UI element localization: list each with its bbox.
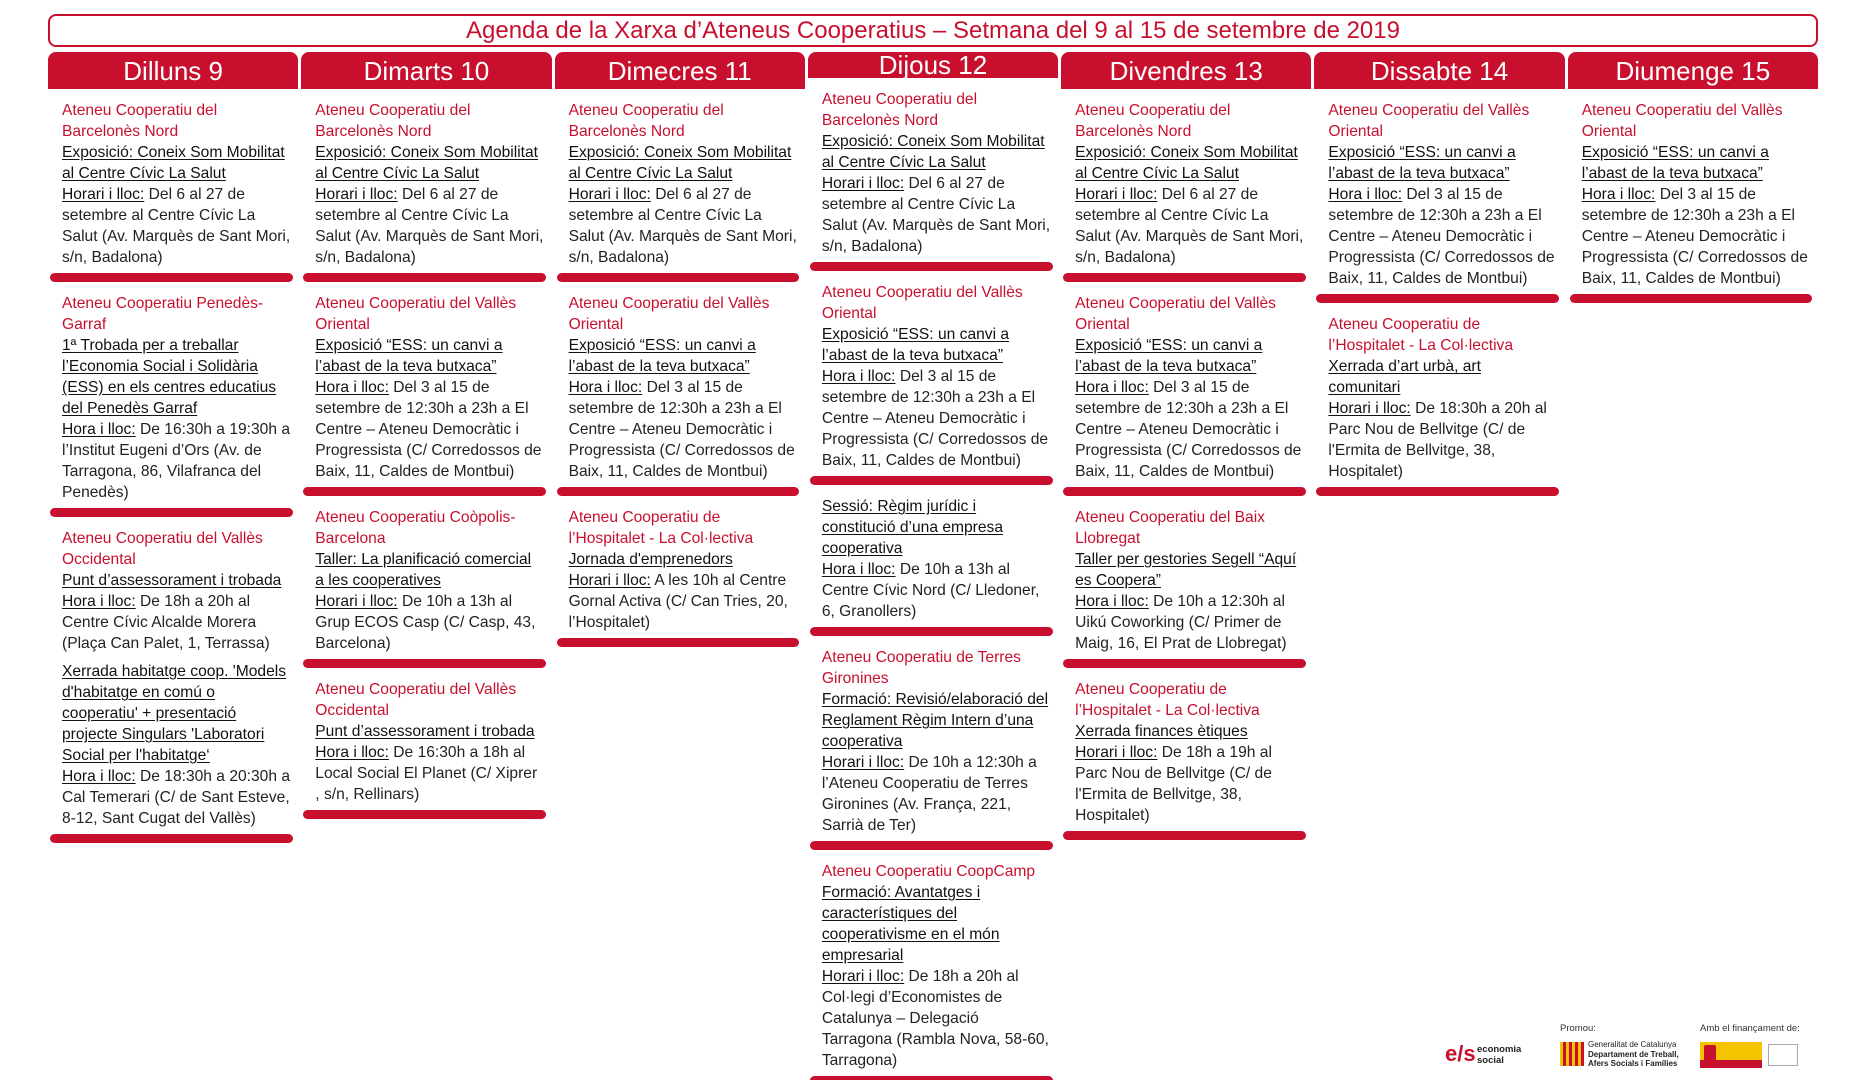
event-time-place: Del 3 al 15 de setembre de 12:30h a 23h a El Centre – Ateneu Democràtic i Progressista (C/ Corredossos de Baix, 11, Caldes de Montbui) [1581, 186, 1808, 287]
event-time-place: Del 3 al 15 de setembre de 12:30h a 23h a El Centre – Ateneu Democràtic i Progressista (C/ Corredossos de Baix, 11, Caldes de Montbui) [315, 379, 542, 480]
es-text-line2: social [1477, 1055, 1504, 1066]
event-time-place: De 10h a 13h al Centre Cívic Nord (C/ Lledoner, 6, Granollers) [821, 561, 1040, 620]
event-time-place: De 18h a 19h al Parc Nou de Bellvitge (C/ de l'Ermita de Bellvitge, 38, Hospitalet) [1075, 744, 1272, 824]
event-list [301, 89, 551, 826]
event-details [822, 752, 1050, 836]
event-time-place: De 18:30h a 20:30h a Cal Temerari (C/ de Sant Esteve, 8-12, Sant Cugat del Vallès) [62, 768, 291, 827]
event-card [301, 503, 551, 657]
generalitat-text [1588, 1040, 1679, 1069]
event-card [301, 96, 551, 271]
event-time-place: Del 3 al 15 de setembre de 12:30h a 23h a El Centre – Ateneu Democràtic i Progressista (C/ Corredossos de Baix, 11, Caldes de Montbui) [1075, 379, 1302, 480]
event-time-place-label: Horari i lloc: [1328, 400, 1411, 417]
event-details [1075, 742, 1303, 826]
event-card [808, 85, 1058, 260]
event-details [1582, 184, 1810, 289]
day-header: Dimecres 11 [555, 52, 805, 89]
event-title[interactable]: Sessió: Règim jurídic i constitució d’una empresa cooperativa [821, 498, 1004, 557]
event-organizer: Ateneu Cooperatiu del Vallès Occidental [315, 681, 517, 719]
event-details [315, 377, 543, 482]
economia-social-logo [1445, 1041, 1555, 1071]
event-title[interactable]: Exposició: Coneix Som Mobilitat al Centre Cívic La Salut [821, 133, 1045, 171]
event-details [1328, 184, 1556, 289]
event-list [48, 89, 298, 850]
event-time-place-label: Hora i lloc: [1075, 379, 1149, 396]
event-card [1061, 675, 1311, 829]
event-title[interactable]: Exposició: Coneix Som Mobilitat al Centre Cívic La Salut [1075, 144, 1298, 182]
event-title[interactable]: Exposició “ESS: un canvi a l’abast de la teva butxaca” [1581, 144, 1769, 182]
event-title[interactable]: Xerrada finances ètiques [1075, 723, 1248, 740]
day-column [1568, 52, 1818, 1080]
event-separator [1316, 487, 1559, 496]
event-time-place: Del 3 al 15 de setembre de 12:30h a 23h a El Centre – Ateneu Democràtic i Progressista (C/ Corredossos de Baix, 11, Caldes de Montbui) [821, 368, 1049, 469]
event-card [808, 492, 1058, 625]
event-time-place-label: Hora i lloc: [315, 744, 389, 761]
event-time-place-label: Hora i lloc: [315, 379, 389, 396]
event-details [569, 570, 797, 633]
event-details [569, 184, 797, 268]
event-time-place: A les 10h al Centre Gornal Activa (C/ Can Tries, 20, l’Hospitalet) [568, 572, 788, 631]
event-title[interactable]: Exposició “ESS: un canvi a l’abast de la teva butxaca” [1328, 144, 1516, 182]
event-details [315, 591, 543, 654]
event-separator [1063, 659, 1306, 668]
event-organizer: Ateneu Cooperatiu de Terres Gironines [821, 649, 1021, 687]
event-card [555, 96, 805, 271]
event-organizer: Ateneu Cooperatiu de l’Hospitalet - La Col·lectiva [568, 509, 754, 547]
event-time-place: De 18:30h a 20h al Parc Nou de Bellvitge (C/ de l'Ermita de Bellvitge, 38, Hospitalet) [1328, 400, 1547, 480]
event-time-place-label: Hora i lloc: [1328, 186, 1403, 203]
event-time-place: Del 6 al 27 de setembre al Centre Cívic La Salut (Av. Marquès de Sant Mori, s/n, Badalona) [315, 186, 544, 266]
event-separator [1063, 273, 1306, 282]
event-list [555, 89, 805, 654]
event-organizer: Ateneu Cooperatiu Coòpolis-Barcelona [315, 509, 516, 547]
day-column [555, 52, 805, 1080]
event-separator [810, 262, 1053, 271]
event-organizer: Ateneu Cooperatiu CoopCamp [821, 863, 1036, 880]
event-title[interactable]: Exposició “ESS: un canvi a l’abast de la teva butxaca” [1075, 337, 1263, 375]
event-time-place-label: Hora i lloc: [62, 421, 136, 438]
event-organizer: Ateneu Cooperatiu de l’Hospitalet - La Col·lectiva [1075, 681, 1260, 719]
event-list [1568, 89, 1818, 310]
event-card [301, 289, 551, 485]
event-card [48, 524, 298, 657]
day-column [48, 52, 298, 1080]
event-time-place: Del 6 al 27 de setembre al Centre Cívic La Salut (Av. Marquès de Sant Mori, s/n, Badalona) [1075, 186, 1304, 266]
event-time-place-label: Horari i lloc: [1075, 186, 1158, 203]
day-column [1061, 52, 1311, 1080]
gobierno-shield-icon [1700, 1042, 1762, 1068]
event-time-place-label: Horari i lloc: [568, 572, 651, 589]
event-card [301, 675, 551, 808]
event-organizer: Ateneu Cooperatiu del Vallès Oriental [1075, 295, 1276, 333]
event-card [555, 503, 805, 636]
event-card [1314, 96, 1564, 292]
event-details [62, 591, 290, 654]
event-time-place-label: Horari i lloc: [821, 175, 905, 192]
event-time-place: Del 3 al 15 de setembre de 12:30h a 23h a El Centre – Ateneu Democràtic i Progressista (C/ Corredossos de Baix, 11, Caldes de Montbui) [1328, 186, 1555, 287]
event-time-place: Del 3 al 15 de setembre de 12:30h a 23h a El Centre – Ateneu Democràtic i Progressista (C/ Corredossos de Baix, 11, Caldes de Montbui) [568, 379, 795, 480]
event-card [1314, 310, 1564, 485]
event-details [822, 966, 1050, 1071]
event-details [62, 766, 290, 829]
event-time-place: De 16:30h a 18h al Local Social El Planet (C/ Xiprer , s/n, Rellinars) [315, 744, 538, 803]
event-details [62, 184, 290, 268]
event-card [1568, 96, 1818, 292]
event-time-place: De 10h a 12:30h a l’Ateneu Cooperatiu de Terres Gironines (Av. França, 221, Sarrià de Ter) [821, 754, 1037, 834]
event-time-place-label: Horari i lloc: [315, 593, 398, 610]
event-details [315, 184, 543, 268]
event-time-place-label: Hora i lloc: [62, 768, 136, 785]
coat-of-arms-icon [1704, 1045, 1716, 1063]
event-title[interactable]: 1ª Trobada per a treballar l’Economia Social i Solidària (ESS) en els centres educatius del Penedès Garraf [62, 337, 277, 417]
event-time-place-label: Hora i lloc: [1075, 593, 1149, 610]
event-time-place-label: Hora i lloc: [1581, 186, 1656, 203]
event-organizer: Ateneu Cooperatiu del Barcelonès Nord [62, 102, 218, 140]
event-separator [810, 1076, 1053, 1080]
event-time-place: Del 6 al 27 de setembre al Centre Cívic La Salut (Av. Marquès de Sant Mori, s/n, Badalona) [62, 186, 291, 266]
event-organizer: Ateneu Cooperatiu del Vallès Oriental [1328, 102, 1530, 140]
event-separator [303, 487, 546, 496]
footer [1445, 1023, 1825, 1078]
event-title[interactable]: Taller per gestories Segell “Aquí es Coopera” [1075, 551, 1297, 589]
event-separator [303, 659, 546, 668]
event-separator [50, 834, 293, 843]
event-title[interactable]: Exposició: Coneix Som Mobilitat al Centre Cívic La Salut [568, 144, 792, 182]
generalitat-line1: Generalitat de Catalunya [1588, 1040, 1677, 1049]
event-time-place-label: Hora i lloc: [821, 561, 896, 578]
event-separator [50, 273, 293, 282]
day-header: Dilluns 9 [48, 52, 298, 89]
event-title[interactable]: Taller: La planificació comercial a les cooperatives [315, 551, 532, 589]
event-title[interactable]: Exposició “ESS: un canvi a l’abast de la teva butxaca” [568, 337, 756, 375]
generalitat-line3: Afers Socials i Famílies [1588, 1059, 1678, 1068]
event-title[interactable]: Xerrada d’art urbà, art comunitari [1328, 358, 1481, 396]
gobierno-logo [1700, 1040, 1810, 1072]
event-separator [50, 508, 293, 517]
event-separator [810, 841, 1053, 850]
event-separator [810, 476, 1053, 485]
promou-label: Promou: [1560, 1023, 1596, 1034]
event-time-place-label: Horari i lloc: [1075, 744, 1158, 761]
event-title[interactable]: Xerrada habitatge coop. 'Models d'habitatge en comú o cooperatiu' + presentació projecte Singulars 'Laboratori Social per l'habitatge‘ [62, 663, 287, 764]
event-card [1061, 96, 1311, 271]
event-organizer: Ateneu Cooperatiu del Barcelonès Nord [568, 102, 724, 140]
event-card [48, 289, 298, 506]
es-text-line1: economia [1477, 1044, 1522, 1055]
event-list [808, 78, 1058, 1080]
day-header: Diumenge 15 [1568, 52, 1818, 89]
event-organizer: Ateneu Cooperatiu del Vallès Oriental [821, 284, 1023, 322]
page-title: Agenda de la Xarxa d’Ateneus Cooperatius – Setmana del 9 al 15 de setembre de 2019 [48, 14, 1818, 47]
event-details [822, 173, 1050, 257]
event-title[interactable]: Formació: Avantatges i característiques del cooperativisme en el món empresarial [821, 884, 1000, 964]
event-card [1061, 289, 1311, 485]
event-separator [1570, 294, 1813, 303]
event-title[interactable]: Exposició: Coneix Som Mobilitat al Centre Cívic La Salut [62, 144, 285, 182]
event-card [48, 657, 298, 832]
event-separator [557, 638, 800, 647]
event-organizer: Ateneu Cooperatiu del Vallès Occidental [62, 530, 263, 568]
finance-label: Amb el finançament de: [1700, 1023, 1800, 1034]
event-card [1061, 503, 1311, 657]
event-title[interactable]: Jornada d'emprenedors [568, 551, 733, 568]
event-separator [303, 273, 546, 282]
event-time-place-label: Hora i lloc: [568, 379, 643, 396]
event-organizer: Ateneu Cooperatiu del Vallès Oriental [568, 295, 770, 333]
generalitat-logo [1560, 1040, 1695, 1072]
event-card [555, 289, 805, 485]
event-card [48, 96, 298, 271]
event-separator [1063, 487, 1306, 496]
event-card [808, 643, 1058, 839]
event-time-place: Del 6 al 27 de setembre al Centre Cívic La Salut (Av. Marquès de Sant Mori, s/n, Badalona) [821, 175, 1051, 255]
event-time-place: De 10h a 12:30h al Uikú Coworking (C/ Primer de Maig, 16, El Prat de Llobregat) [1075, 593, 1287, 652]
event-details [1075, 591, 1303, 654]
event-time-place-label: Horari i lloc: [821, 968, 905, 985]
day-header: Dissabte 14 [1314, 52, 1564, 89]
event-time-place: Del 6 al 27 de setembre al Centre Cívic La Salut (Av. Marquès de Sant Mori, s/n, Badalona) [568, 186, 797, 266]
event-time-place-label: Hora i lloc: [821, 368, 896, 385]
week-columns [48, 52, 1818, 1080]
event-details [1328, 398, 1556, 482]
event-title[interactable]: Exposició “ESS: un canvi a l’abast de la teva butxaca” [315, 337, 503, 375]
generalitat-line2: Departament de Treball, [1588, 1049, 1679, 1059]
day-column [808, 52, 1058, 1080]
event-time-place: De 10h a 13h al Grup ECOS Casp (C/ Casp, 43, Barcelona) [315, 593, 536, 652]
event-separator [810, 627, 1053, 636]
event-separator [557, 487, 800, 496]
event-organizer: Ateneu Cooperatiu Penedès-Garraf [62, 295, 264, 333]
event-separator [303, 810, 546, 819]
event-card [808, 278, 1058, 474]
event-title[interactable]: Exposició “ESS: un canvi a l’abast de la teva butxaca” [821, 326, 1010, 364]
event-details [62, 419, 290, 503]
event-organizer: Ateneu Cooperatiu del Barcelonès Nord [315, 102, 471, 140]
es-text [1477, 1044, 1521, 1066]
event-separator [1316, 294, 1559, 303]
event-details [569, 377, 797, 482]
event-organizer: Ateneu Cooperatiu del Vallès Oriental [315, 295, 517, 333]
generalitat-flag-icon [1560, 1042, 1584, 1066]
day-header: Dimarts 10 [301, 52, 551, 89]
event-separator [1063, 831, 1306, 840]
event-time-place-label: Horari i lloc: [62, 186, 145, 203]
es-mark: e/s [1445, 1041, 1476, 1066]
event-separator [557, 273, 800, 282]
event-organizer: Ateneu Cooperatiu de l’Hospitalet - La Col·lectiva [1328, 316, 1514, 354]
event-organizer: Ateneu Cooperatiu del Vallès Oriental [1581, 102, 1783, 140]
event-list [1061, 89, 1311, 847]
event-time-place-label: Hora i lloc: [62, 593, 136, 610]
event-details [822, 559, 1050, 622]
day-column [1314, 52, 1564, 1080]
event-time-place-label: Horari i lloc: [821, 754, 905, 771]
event-details [822, 366, 1050, 471]
event-time-place-label: Horari i lloc: [568, 186, 651, 203]
day-header: Divendres 13 [1061, 52, 1311, 89]
event-details [1075, 184, 1303, 268]
event-title[interactable]: Punt d’assessorament i trobada [315, 723, 535, 740]
event-time-place-label: Horari i lloc: [315, 186, 398, 203]
event-time-place: De 18h a 20h al Centre Cívic Alcalde Morera (Plaça Can Palet, 1, Terrassa) [62, 593, 270, 652]
event-time-place: De 16:30h a 19:30h a l’Institut Eugeni d’Ors (Av. de Tarragona, 86, Vilafranca del Penedès) [62, 421, 291, 501]
event-title[interactable]: Exposició: Coneix Som Mobilitat al Centre Cívic La Salut [315, 144, 539, 182]
event-details [1075, 377, 1303, 482]
event-organizer: Ateneu Cooperatiu del Barcelonès Nord [1075, 102, 1231, 140]
event-organizer: Ateneu Cooperatiu del Barcelonès Nord [821, 91, 978, 129]
event-title[interactable]: Punt d’assessorament i trobada [62, 572, 282, 589]
event-card [808, 857, 1058, 1074]
day-column [301, 52, 551, 1080]
event-list [1314, 89, 1564, 503]
fse-logo-icon [1768, 1044, 1798, 1066]
event-organizer: Ateneu Cooperatiu del Baix Llobregat [1075, 509, 1265, 547]
event-time-place: De 18h a 20h al Col·legi d’Economistes de Catalunya – Delegació Tarragona (Rambla Nova, 58-60, Tarragona) [821, 968, 1049, 1069]
event-details [315, 742, 543, 805]
day-header: Dijous 12 [808, 52, 1058, 78]
event-title[interactable]: Formació: Revisió/elaboració del Reglament Règim Intern d’una cooperativa [821, 691, 1049, 750]
